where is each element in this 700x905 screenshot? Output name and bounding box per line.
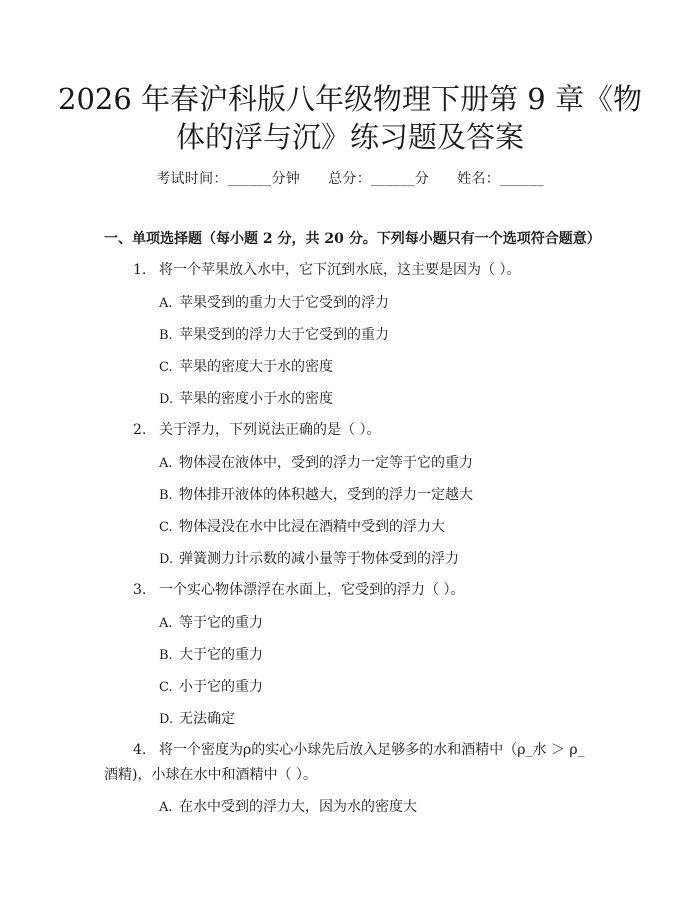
question-number: 1. bbox=[133, 262, 147, 278]
option-letter: B. bbox=[159, 648, 173, 663]
question-1-option-a bbox=[159, 292, 389, 312]
exam-name: 姓名：______ bbox=[457, 171, 544, 187]
option-letter: C. bbox=[159, 680, 173, 695]
question-2 bbox=[133, 419, 380, 441]
option-letter: C. bbox=[159, 520, 173, 535]
question-1-option-d bbox=[159, 388, 333, 408]
question-3-option-d bbox=[159, 708, 235, 728]
question-text: 将一个密度为ρ的实心小球先后放入足够多的水和酒精中（ρ_水 ＞ ρ_ bbox=[159, 742, 585, 758]
option-letter: D. bbox=[159, 552, 174, 567]
option-text: 苹果受到的重力大于它受到的浮力 bbox=[179, 295, 389, 311]
question-text: 关于浮力，下列说法正确的是（ ）。 bbox=[159, 422, 381, 438]
question-1-option-b bbox=[159, 324, 389, 344]
option-letter: B. bbox=[159, 488, 173, 503]
question-4-option-a bbox=[159, 796, 417, 816]
option-text: 在水中受到的浮力大，因为水的密度大 bbox=[179, 799, 417, 815]
question-text: 一个实心物体漂浮在水面上，它受到的浮力（ ）。 bbox=[159, 582, 465, 598]
exam-meta bbox=[0, 168, 700, 188]
option-letter: D. bbox=[159, 712, 174, 727]
option-text: 大于它的重力 bbox=[179, 647, 263, 663]
question-number: 2. bbox=[133, 422, 147, 438]
section-heading: 一、单项选择题（每小题 2 分，共 20 分。下列每小题只有一个选项符合题意） bbox=[104, 231, 601, 247]
question-3 bbox=[133, 579, 464, 601]
question-number: 3. bbox=[133, 582, 147, 598]
exam-score: 总分：______分 bbox=[328, 171, 430, 187]
option-text: 物体浸没在水中比浸在酒精中受到的浮力大 bbox=[179, 519, 445, 535]
option-text: 苹果的密度小于水的密度 bbox=[179, 391, 333, 407]
page-title-line-2: 体的浮与沉》练习题及答案 bbox=[175, 120, 524, 154]
option-letter: A. bbox=[159, 616, 173, 631]
option-letter: A. bbox=[159, 296, 173, 311]
option-letter: A. bbox=[159, 456, 173, 471]
page-title-line-1: 2026 年春沪科版八年级物理下册第 9 章《物 bbox=[58, 82, 642, 116]
option-letter: B. bbox=[159, 328, 173, 343]
option-letter: D. bbox=[159, 392, 174, 407]
question-4-continuation: 酒精)，小球在水中和酒精中（ ）。 bbox=[104, 767, 317, 783]
exam-time: 考试时间：______分钟 bbox=[156, 171, 301, 187]
question-2-option-a bbox=[159, 452, 473, 472]
option-text: 无法确定 bbox=[179, 711, 235, 727]
question-number: 4. bbox=[133, 742, 147, 758]
option-text: 物体浸在液体中，受到的浮力一定等于它的重力 bbox=[179, 455, 473, 471]
question-1 bbox=[133, 259, 520, 281]
question-3-option-a bbox=[159, 612, 263, 632]
option-text: 等于它的重力 bbox=[179, 615, 263, 631]
question-4 bbox=[133, 739, 585, 761]
question-2-option-b bbox=[159, 484, 473, 504]
option-text: 小于它的重力 bbox=[179, 679, 263, 695]
question-text: 将一个苹果放入水中，它下沉到水底，这主要是因为（ ）。 bbox=[159, 262, 521, 278]
option-text: 弹簧测力计示数的减小量等于物体受到的浮力 bbox=[179, 551, 459, 567]
option-letter: C. bbox=[159, 360, 173, 375]
option-letter: A. bbox=[159, 800, 173, 815]
question-3-option-b bbox=[159, 644, 263, 664]
question-2-option-c bbox=[159, 516, 445, 536]
option-text: 物体排开液体的体积越大，受到的浮力一定越大 bbox=[179, 487, 473, 503]
question-3-option-c bbox=[159, 676, 263, 696]
question-2-option-d bbox=[159, 548, 459, 568]
question-1-option-c bbox=[159, 356, 333, 376]
option-text: 苹果的密度大于水的密度 bbox=[179, 359, 333, 375]
option-text: 苹果受到的浮力大于它受到的重力 bbox=[179, 327, 389, 343]
